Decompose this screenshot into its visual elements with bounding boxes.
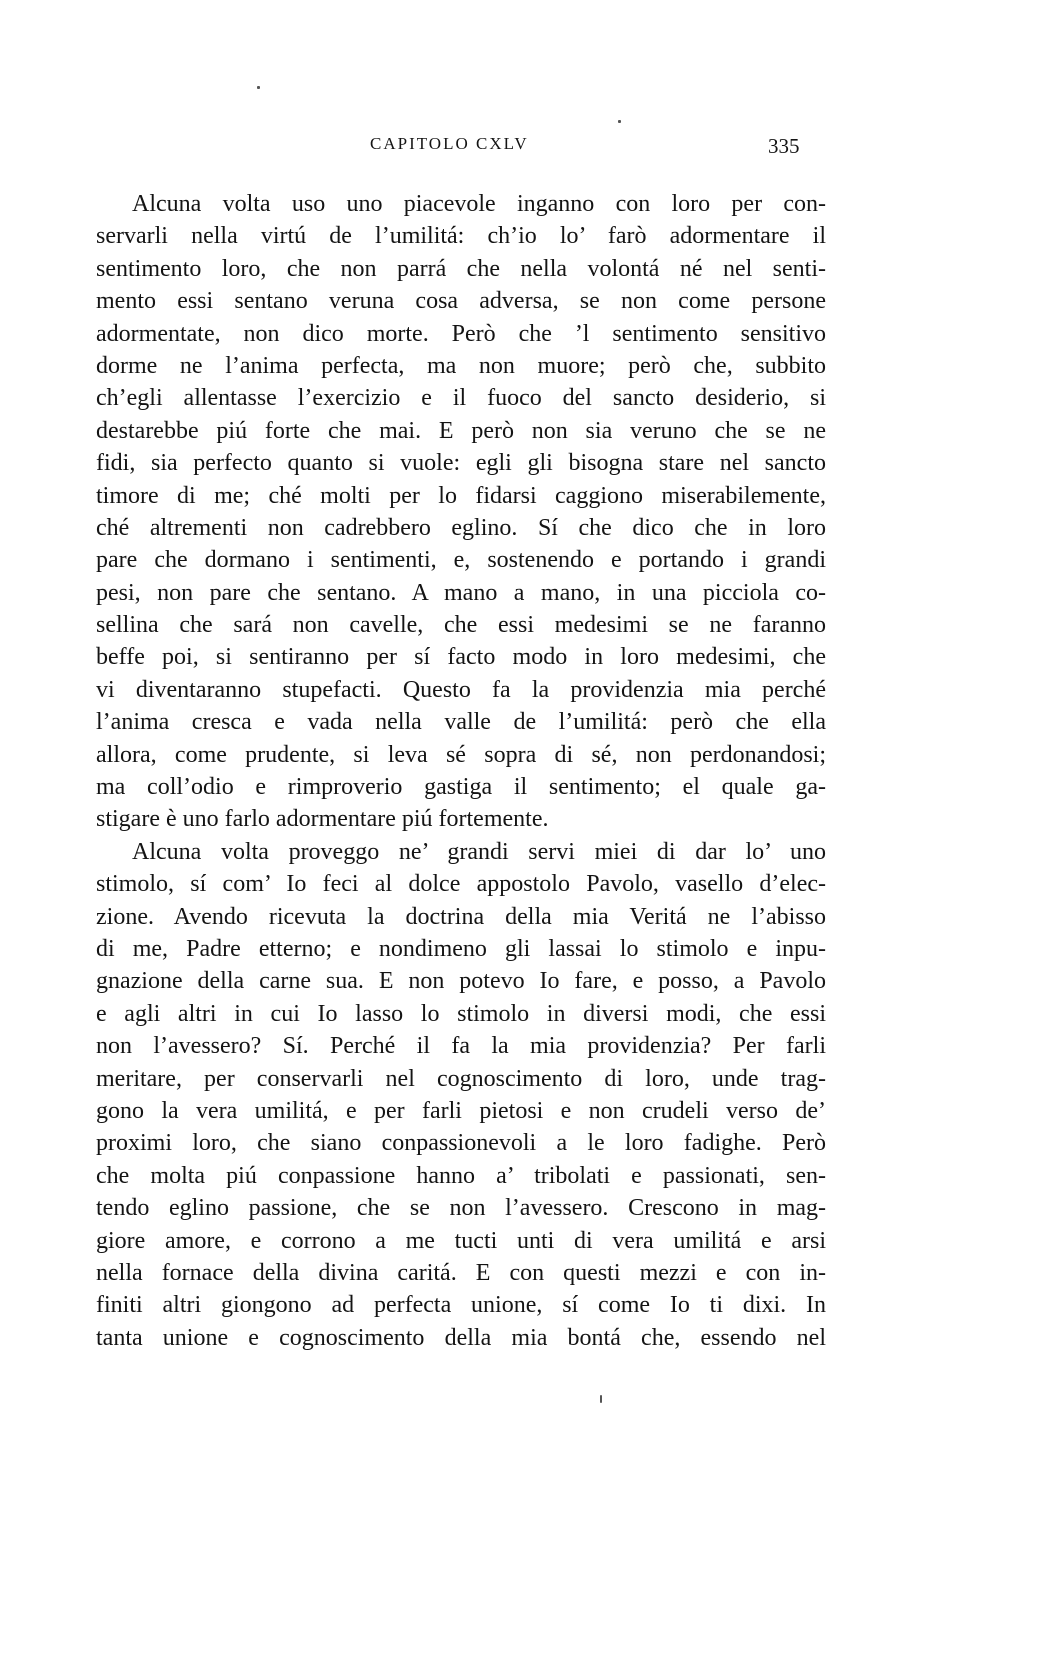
page-number: 335	[768, 134, 800, 158]
text-line: servarli nella virtú de l’umilitá: ch’io lo’ farò adormentare il	[96, 223, 826, 250]
text-line: ma coll’odio e rimproverio gastiga il sentimento; el quale ga-	[96, 774, 826, 801]
text-line: stimolo, sí com’ Io feci al dolce appostolo Pavolo, vasello d’elec-	[96, 871, 826, 898]
text-line: proximi loro, che siano conpassionevoli a le loro fadighe. Però	[96, 1130, 826, 1157]
text-line: che molta piú conpassione hanno a’ tribolati e passionati, sen-	[96, 1162, 826, 1189]
text-line: Alcuna volta uso uno piacevole inganno con loro per con-	[132, 191, 826, 217]
text-line: fidi, sia perfecto quanto si vuole: egli gli bisogna stare nel sancto	[96, 450, 826, 477]
text-line: gnazione della carne sua. E non potevo Io fare, e posso, a Pavolo	[96, 968, 826, 995]
body-text	[96, 188, 826, 1354]
text-line: tendo eglino passione, che se non l’avessero. Crescono in mag-	[96, 1195, 826, 1222]
text-line: vi diventaranno stupefacti. Questo fa la providenzia mia perché	[96, 676, 826, 703]
text-line: non l’avessero? Sí. Perché il fa la mia providenzia? Per farli	[96, 1033, 826, 1060]
text-line: ché altrementi non cadrebbero eglino. Sí che dico che in loro	[96, 514, 826, 541]
print-speck	[257, 86, 260, 89]
text-line: adormentate, non dico morte. Però che ’l sentimento sensitivo	[96, 320, 826, 347]
print-speck	[600, 1395, 602, 1403]
text-line: tanta unione e cognoscimento della mia bontá che, essendo nel	[96, 1324, 826, 1351]
text-line: pesi, non pare che sentano. A mano a mano, in una picciola co-	[96, 579, 826, 606]
text-line: Alcuna volta proveggo ne’ grandi servi miei di dar lo’ uno	[132, 838, 826, 865]
text-line: dorme ne l’anima perfecta, ma non muore; però che, subbito	[96, 352, 826, 379]
text-line: sellina che sará non cavelle, che essi medesimi se ne faranno	[96, 612, 826, 639]
text-line: l’anima cresca e vada nella valle de l’umilitá: però che ella	[96, 709, 826, 736]
text-line: pare che dormano i sentimenti, e, sostenendo e portando i grandi	[96, 547, 826, 574]
text-line: allora, come prudente, si leva sé sopra di sé, non perdonandosi;	[96, 741, 826, 768]
text-line: meritare, per conservarli nel cognoscimento di loro, unde trag-	[96, 1065, 826, 1092]
text-line: stigare è uno farlo adormentare piú fortemente.	[96, 806, 549, 833]
text-line: destarebbe piú forte che mai. E però non sia veruno che se ne	[96, 417, 826, 444]
text-line: ch’egli allentasse l’exercizio e il fuoco del sancto desiderio, si	[96, 385, 826, 412]
text-line: gono la vera umilitá, e per farli pietosi e non crudeli verso de’	[96, 1097, 826, 1124]
text-line: giore amore, e corrono a me tucti unti di vera umilitá e arsi	[96, 1227, 826, 1254]
text-line: di me, Padre etterno; e nondimeno gli lassai lo stimolo e inpu-	[96, 935, 826, 962]
text-line: timore di me; ché molti per lo fidarsi caggiono miserabilemente,	[96, 482, 826, 509]
text-line: sentimento loro, che non parrá che nella volontá né nel senti-	[96, 255, 826, 282]
print-speck	[618, 120, 621, 123]
running-head: CAPITOLO CXLV	[370, 134, 529, 153]
page-header	[0, 134, 1058, 160]
text-line: mento essi sentano veruna cosa adversa, se non come persone	[96, 288, 826, 315]
text-line: e agli altri in cui Io lasso lo stimolo in diversi modi, che essi	[96, 1000, 826, 1027]
text-line: nella fornace della divina caritá. E con questi mezzi e con in-	[96, 1259, 826, 1286]
text-line: zione. Avendo ricevuta la doctrina della mia Veritá ne l’abisso	[96, 903, 826, 930]
text-line: beffe poi, si sentiranno per sí facto modo in loro medesimi, che	[96, 644, 826, 671]
text-line: finiti altri giongono ad perfecta unione, sí come Io ti dixi. In	[96, 1292, 826, 1319]
